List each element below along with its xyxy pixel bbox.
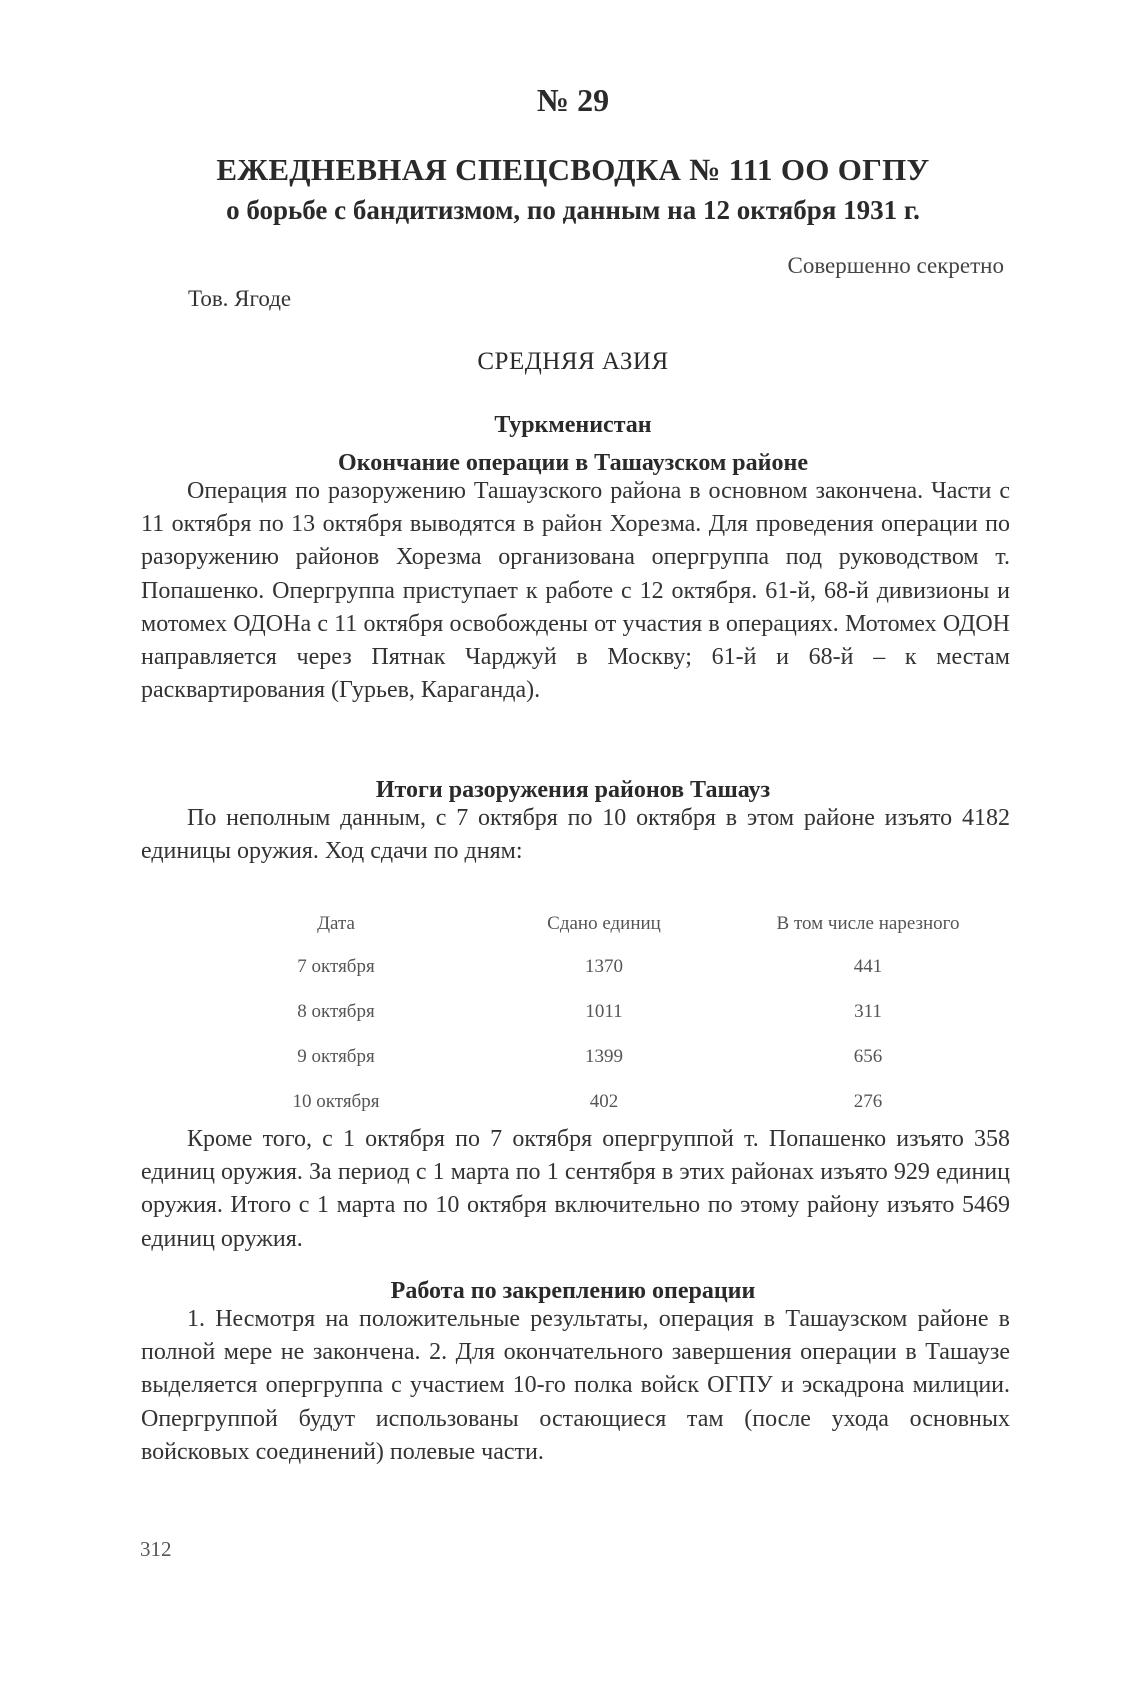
table-header-row: [200, 904, 1000, 944]
document-number: № 29: [536, 82, 610, 118]
section-paragraph-disarmament-results: По неполным данным, с 7 октября по 10 октября в этом районе изъято 4182 единицы оружия. Ход сдачи по дням:: [141, 805, 1010, 865]
section-heading-consolidation: Работа по закреплению операции: [390, 1278, 756, 1304]
column-header-units: Сдано единиц: [547, 913, 661, 934]
document-title: ЕЖЕДНЕВНАЯ СПЕЦСВОДКА № 111 ОО ОГПУ: [216, 152, 930, 187]
page-number: 312: [140, 1537, 172, 1561]
table-cell-units: 1399: [585, 1045, 623, 1067]
column-header-rifled: В том числе нарезного: [776, 913, 960, 934]
table-cell-rifled: 441: [853, 955, 883, 977]
table-row: [200, 1079, 1000, 1124]
table-cell-units: 1370: [585, 955, 623, 977]
table-row: [200, 989, 1000, 1034]
table-cell-date: 8 октября: [297, 1000, 375, 1022]
section-heading-operation-end: Окончание операции в Ташаузском районе: [338, 450, 808, 476]
section-paragraph-consolidation: 1. Несмотря на положительные результаты, операция в Ташаузском районе в полной мере не закончена. 2. Для окончательного завершения операции в Ташаузе выделяется опергруппа с участием 10-го полка войск ОГПУ и эскадрона милиции. Опергруппой будут использованы остающиеся там (после ухода основных войсковых соединений) полевые части.: [141, 1306, 1010, 1465]
table-row: [200, 944, 1000, 989]
table-cell-rifled: 656: [853, 1045, 883, 1067]
table-cell-units: 1011: [585, 1000, 623, 1022]
table-cell-units: 402: [589, 1090, 619, 1112]
section-heading-disarmament-results: Итоги разоружения районов Ташауз: [375, 777, 771, 803]
table-row: [200, 1034, 1000, 1079]
table-cell-rifled: 276: [853, 1090, 883, 1112]
classification-mark: Совершенно секретно: [787, 253, 1004, 278]
section-paragraph-operation-end: Операция по разоружению Ташаузского района в основном закончена. Части с 11 октября по 13 октября выводятся в район Хорезма. Для проведения операции по разоружению районов Хорезма организована опергруппа под руководством т. Попашенко. Опергруппа приступает к работе с 12 октября. 61-й, 68-й дивизионы и мотомех ОДОНа с 11 октября освобождены от участия в операциях. Мотомех ОДОН направляется через Пятнак Чарджуй в Москву; 61-й и 68-й – к местам расквартирования (Гурьев, Караганда).: [141, 478, 1010, 704]
column-header-date: Дата: [317, 913, 355, 934]
table-cell-date: 10 октября: [292, 1090, 380, 1112]
subregion-heading: Туркменистан: [494, 412, 652, 438]
document-subtitle: о борьбе с бандитизмом, по данным на 12 октября 1931 г.: [226, 195, 920, 225]
weapons-surrender-table: [200, 904, 1000, 1124]
addressee: Тов. Ягоде: [188, 286, 292, 311]
table-cell-rifled: 311: [854, 1000, 882, 1022]
after-table-paragraph: Кроме того, с 1 октября по 7 октября опергруппой т. Попашенко изъято 358 единиц оружия. За период с 1 марта по 1 сентября в этих районах изъято 929 единиц оружия. Итого с 1 марта по 10 октября включительно по этому району изъято 5469 единиц оружия.: [141, 1126, 1010, 1252]
table-cell-date: 9 октября: [297, 1045, 375, 1067]
table-cell-date: 7 октября: [297, 955, 375, 977]
region-heading: СРЕДНЯЯ АЗИЯ: [477, 348, 669, 375]
